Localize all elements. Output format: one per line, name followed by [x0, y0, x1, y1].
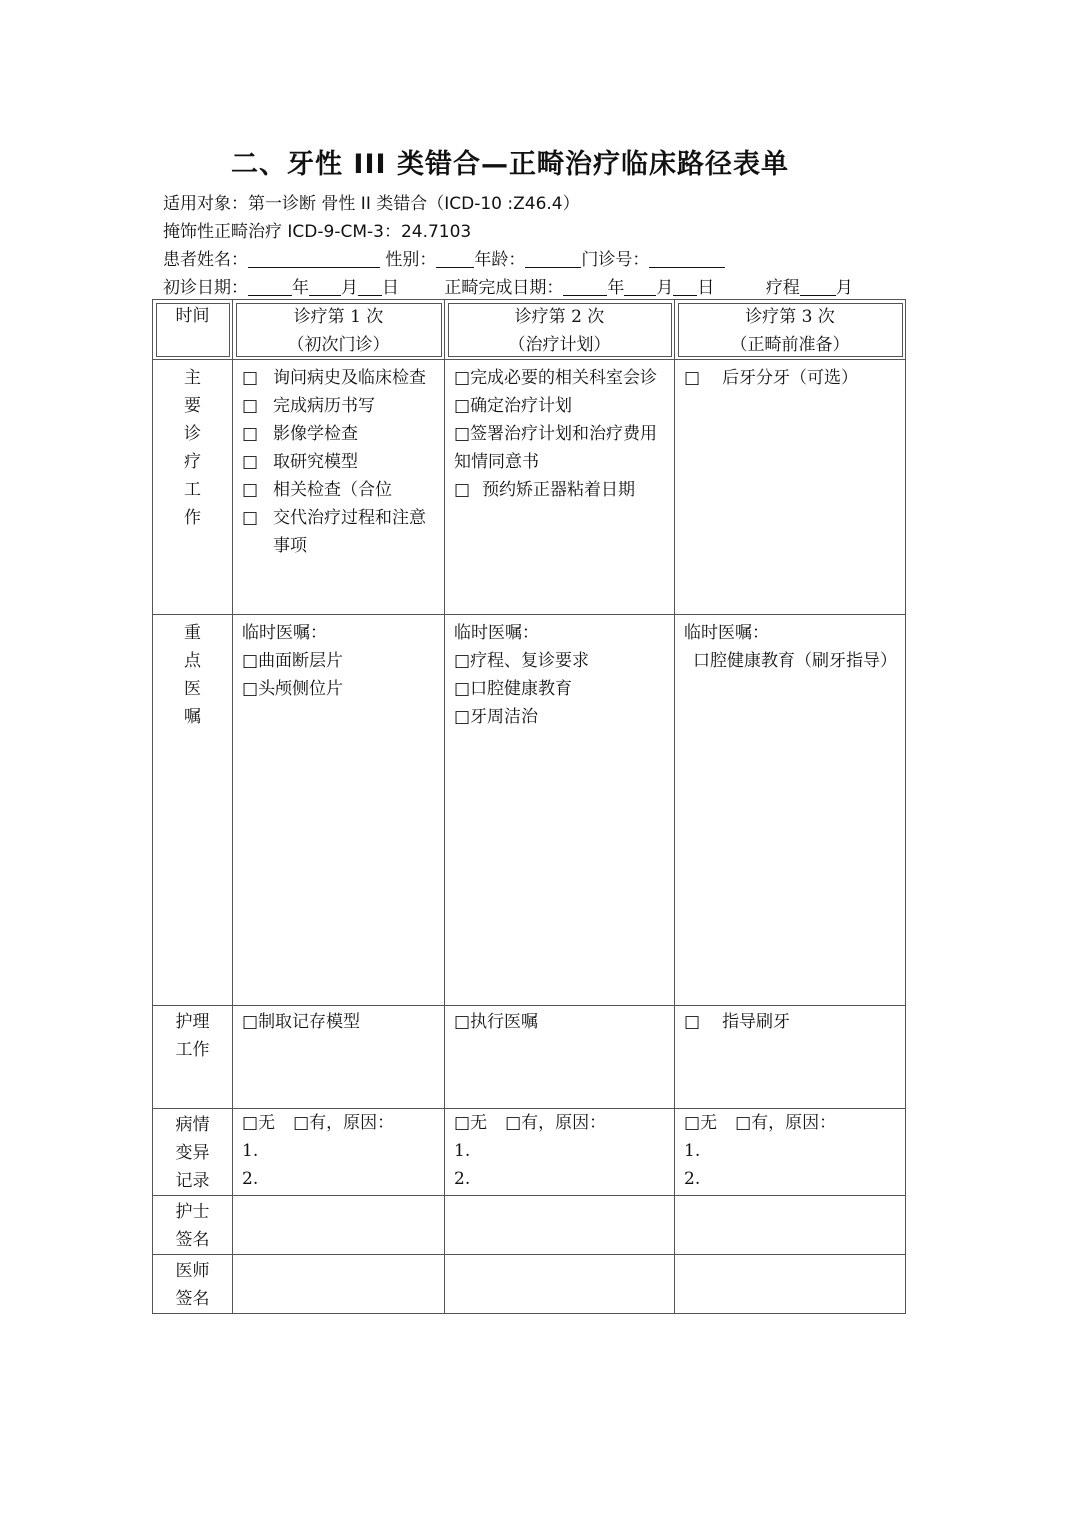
visit-2-doctor-sign[interactable] — [445, 1255, 675, 1314]
temp-orders-heading: 临时医嘱： — [684, 623, 769, 643]
checkbox-icon: □ — [242, 1012, 259, 1032]
visit-3-key-orders — [675, 615, 906, 1006]
age-field[interactable] — [525, 250, 581, 268]
variation-item[interactable]: 1. — [684, 1141, 701, 1161]
complete-day-field[interactable] — [673, 278, 697, 296]
visit-3-nurse-sign[interactable] — [675, 1196, 906, 1255]
applicable-subject: 适用对象：第一诊断 骨性 II 类错合（ICD-10 :Z46.4） — [163, 194, 580, 214]
visit-1-nursing — [233, 1006, 445, 1109]
gender-field[interactable] — [436, 250, 474, 268]
variation-label: 病情变异记录 — [153, 1109, 233, 1196]
complete-year-field[interactable] — [563, 278, 607, 296]
doctor-sign-label: 医师签名 — [153, 1255, 233, 1314]
checkbox-item[interactable]: □ 后牙分牙（可选） — [684, 368, 859, 388]
checkbox-item[interactable]: □头颅侧位片 — [242, 679, 344, 699]
visit-2-main-work — [445, 360, 675, 615]
variation-row — [153, 1109, 906, 1196]
visit-3-header: 诊疗第 3 次 （正畸前准备） — [675, 300, 906, 360]
yes-checkbox[interactable]: □有，原因： — [735, 1113, 837, 1133]
checkbox-icon: □ — [242, 480, 259, 500]
checkbox-item[interactable]: □确定治疗计划 — [454, 396, 573, 416]
first-visit-label: 初诊日期： — [163, 278, 248, 298]
no-checkbox[interactable]: □无 — [454, 1113, 488, 1133]
checkbox-icon: □ — [293, 1113, 310, 1133]
checkbox-item[interactable]: □ 询问病史及临床检查 — [242, 364, 444, 392]
complete-date-label: 正畸完成日期： — [444, 278, 564, 298]
header-row — [153, 300, 906, 360]
visit-1-main-work — [233, 360, 445, 615]
checkbox-item[interactable]: □疗程、复诊要求 — [454, 651, 590, 671]
time-header: 时间 — [153, 300, 233, 360]
yes-checkbox[interactable]: □有，原因： — [505, 1113, 607, 1133]
checkbox-icon: □ — [242, 396, 259, 416]
month-label: 月 — [341, 278, 358, 298]
checkbox-icon: □ — [242, 452, 259, 472]
first-visit-day-field[interactable] — [358, 278, 382, 296]
clinical-path-table — [152, 299, 906, 1314]
checkbox-icon: □ — [242, 368, 259, 388]
visit-3-variation — [675, 1109, 906, 1196]
no-checkbox[interactable]: □无 — [684, 1113, 718, 1133]
checkbox-icon: □ — [242, 679, 259, 699]
checkbox-icon: □ — [454, 1113, 471, 1133]
checkbox-icon: □ — [454, 651, 471, 671]
visit-1-nurse-sign[interactable] — [233, 1196, 445, 1255]
complete-month-field[interactable] — [624, 278, 656, 296]
checkbox-icon: □ — [454, 1012, 471, 1032]
clinic-no-field[interactable] — [649, 250, 725, 268]
clinic-no-label: 门诊号： — [581, 250, 650, 270]
patient-name-field[interactable] — [248, 250, 380, 268]
yes-checkbox[interactable]: □有，原因： — [293, 1113, 395, 1133]
age-label: 年龄： — [474, 250, 526, 270]
visit-3-nursing — [675, 1006, 906, 1109]
checkbox-icon: □ — [735, 1113, 752, 1133]
page-title: 二、牙性 III 类错合—正畸治疗临床路径表单 — [231, 149, 789, 180]
visit-2-nurse-sign[interactable] — [445, 1196, 675, 1255]
nursing-row — [153, 1006, 906, 1109]
checkbox-item[interactable]: □ 取研究模型 — [242, 448, 444, 476]
day-label: 日 — [697, 278, 715, 298]
variation-item[interactable]: 1. — [242, 1141, 259, 1161]
visit-1-variation — [233, 1109, 445, 1196]
visit-2-nursing — [445, 1006, 675, 1109]
variation-item[interactable]: 2. — [242, 1169, 259, 1189]
checkbox-item[interactable]: □ 相关检查（合位 — [242, 476, 444, 504]
visit-3-doctor-sign[interactable] — [675, 1255, 906, 1314]
gender-label: 性别： — [385, 250, 437, 270]
checkbox-item[interactable]: □牙周洁治 — [454, 707, 539, 727]
main-work-row — [153, 360, 906, 615]
checkbox-item[interactable]: □ 指导刷牙 — [684, 1012, 791, 1032]
checkbox-item[interactable]: □曲面断层片 — [242, 651, 344, 671]
checkbox-item[interactable]: □完成必要的相关科室会诊 — [454, 368, 658, 388]
first-visit-month-field[interactable] — [309, 278, 341, 296]
year-label: 年 — [292, 278, 309, 298]
variation-item[interactable]: 2. — [684, 1169, 701, 1189]
doctor-sign-row — [153, 1255, 906, 1314]
patient-name-label: 患者姓名： — [163, 250, 248, 270]
year-label: 年 — [607, 278, 625, 298]
patient-info-line — [163, 245, 725, 270]
visit-1-key-orders — [233, 615, 445, 1006]
visit-3-main-work — [675, 360, 906, 615]
checkbox-item[interactable]: □制取记存模型 — [242, 1012, 361, 1032]
checkbox-icon: □ — [454, 679, 471, 699]
checkbox-item[interactable]: □ 交代治疗过程和注意事项 — [242, 504, 444, 560]
variation-item[interactable]: 1. — [454, 1141, 471, 1161]
month-label: 月 — [656, 278, 674, 298]
checkbox-item[interactable]: □ 完成病历书写 — [242, 392, 444, 420]
visit-2-header: 诊疗第 2 次 （治疗计划） — [445, 300, 675, 360]
course-field[interactable] — [800, 278, 836, 296]
checkbox-icon: □ — [454, 396, 471, 416]
nurse-sign-row — [153, 1196, 906, 1255]
checkbox-icon: □ — [242, 1113, 259, 1133]
checkbox-icon: □ — [454, 368, 471, 388]
visit-1-header: 诊疗第 1 次 （初次门诊） — [233, 300, 445, 360]
checkbox-icon: □ — [684, 1012, 701, 1032]
temp-orders-heading: 临时医嘱： — [454, 623, 539, 643]
checkbox-icon: □ — [454, 424, 471, 444]
key-orders-row — [153, 615, 906, 1006]
visit-2-key-orders — [445, 615, 675, 1006]
checkbox-item[interactable]: □执行医嘱 — [454, 1012, 539, 1032]
key-orders-label: 重点医嘱 — [153, 615, 233, 1006]
checkbox-icon: □ — [242, 651, 259, 671]
variation-item[interactable]: 2. — [454, 1169, 471, 1189]
checkbox-icon: □ — [454, 707, 471, 727]
course-label: 疗程 — [765, 278, 800, 298]
checkbox-icon: □ — [242, 508, 259, 528]
procedure-code: 掩饰性正畸治疗 ICD-9-CM-3：24.7103 — [163, 222, 472, 242]
nursing-label: 护理工作 — [153, 1006, 233, 1109]
order-text: 口腔健康教育（刷牙指导） — [693, 651, 897, 671]
checkbox-icon: □ — [684, 368, 701, 388]
checkbox-item[interactable]: □ 影像学检查 — [242, 420, 444, 448]
temp-orders-heading: 临时医嘱： — [242, 623, 327, 643]
month-label: 月 — [835, 278, 853, 298]
checkbox-icon: □ — [242, 424, 259, 444]
date-info-line — [163, 273, 853, 298]
visit-2-variation — [445, 1109, 675, 1196]
visit-1-doctor-sign[interactable] — [233, 1255, 445, 1314]
checkbox-icon: □ — [505, 1113, 522, 1133]
no-checkbox[interactable]: □无 — [242, 1113, 276, 1133]
checkbox-icon: □ — [454, 480, 471, 500]
first-visit-year-field[interactable] — [248, 278, 292, 296]
checkbox-item[interactable]: □签署治疗计划和治疗费用知情同意书 — [454, 424, 658, 472]
checkbox-item[interactable]: □ 预约矫正器粘着日期 — [454, 480, 636, 500]
day-label: 日 — [382, 278, 399, 298]
checkbox-item[interactable]: □口腔健康教育 — [454, 679, 573, 699]
nurse-sign-label: 护士签名 — [153, 1196, 233, 1255]
checkbox-icon: □ — [684, 1113, 701, 1133]
main-work-label: 主要诊疗工作 — [153, 360, 233, 615]
